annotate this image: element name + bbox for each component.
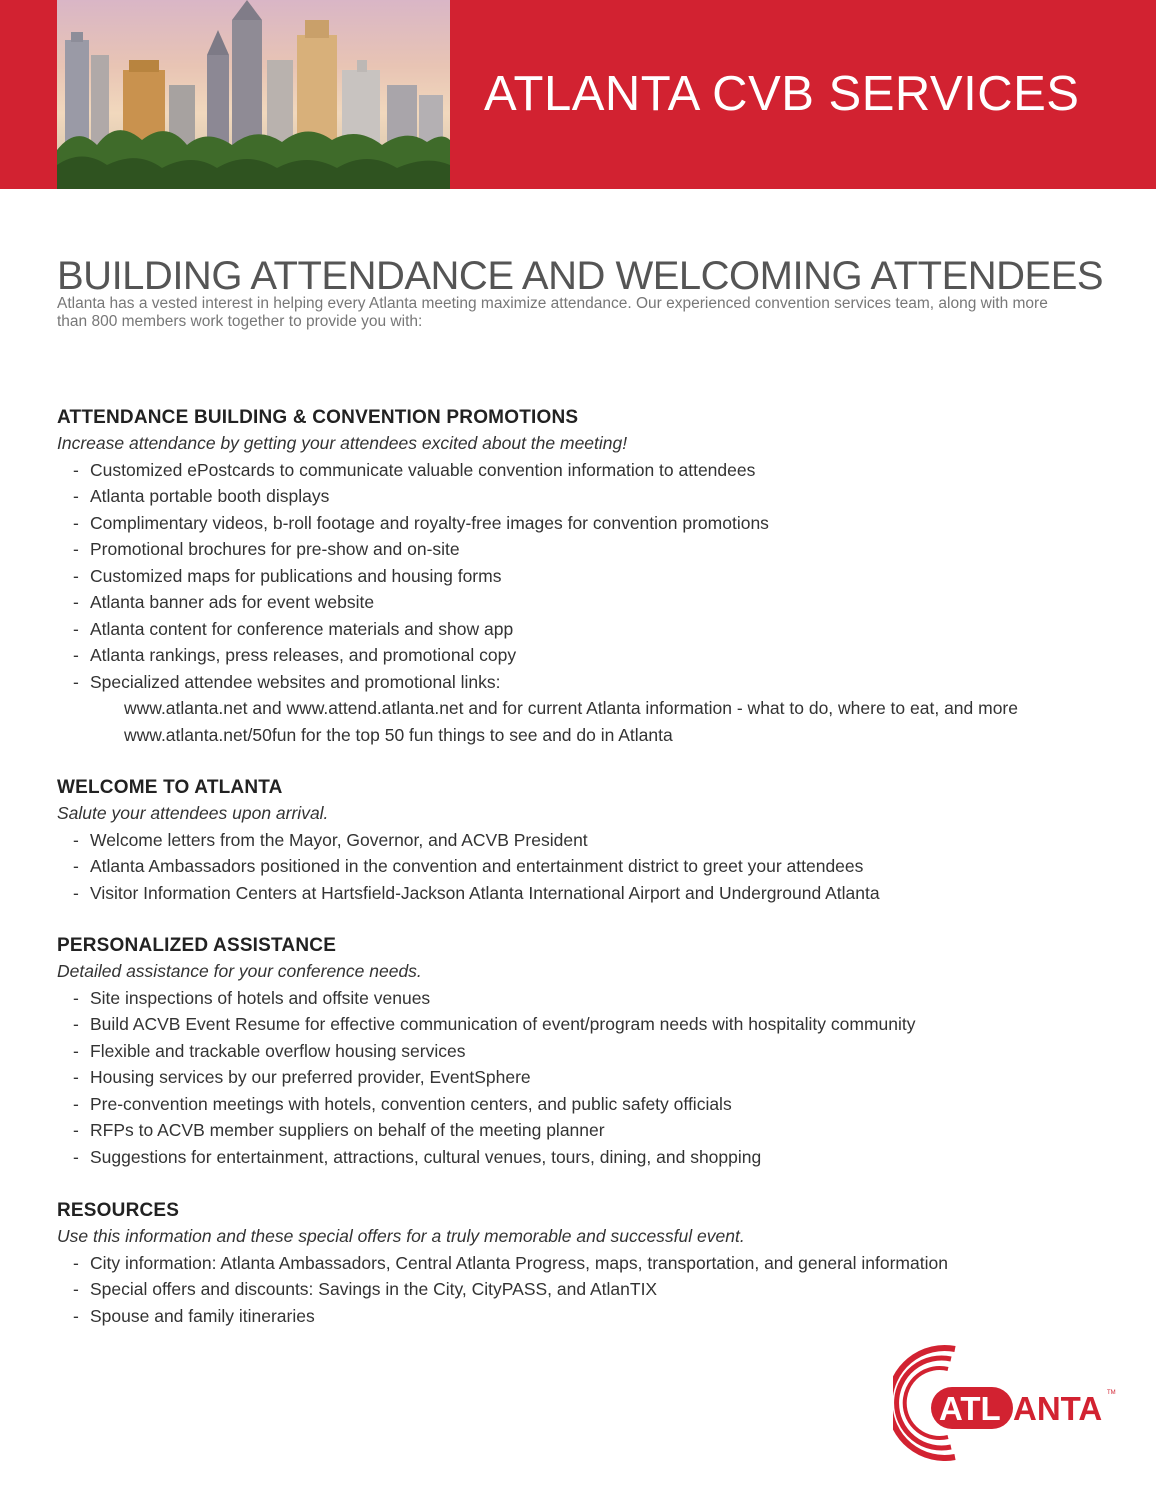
- section-subtitle: Detailed assistance for your conference needs.: [57, 961, 422, 981]
- list-item: - Site inspections of hotels and offsite venues: [57, 985, 1117, 1012]
- list-item: - Special offers and discounts: Savings in the City, CityPASS, and AtlanTIX: [57, 1276, 1117, 1303]
- list-item: - Atlanta banner ads for event website: [57, 589, 1117, 616]
- bullet-list: [57, 457, 1117, 696]
- list-item: - Flexible and trackable overflow housing services: [57, 1038, 1117, 1065]
- list-item: - Build ACVB Event Resume for effective communication of event/program needs with hospitality community: [57, 1011, 1117, 1038]
- page-title: BUILDING ATTENDANCE AND WELCOMING ATTENDEES: [57, 254, 1104, 298]
- atlanta-logo: [893, 1341, 1123, 1461]
- list-item: - Atlanta portable booth displays: [57, 483, 1117, 510]
- link-line-50fun: www.atlanta.net/50fun for the top 50 fun things to see and do in Atlanta: [124, 724, 673, 745]
- list-item: - Atlanta Ambassadors positioned in the convention and entertainment district to greet your attendees: [57, 853, 1117, 880]
- list-item: - Spouse and family itineraries: [57, 1303, 1117, 1330]
- section-subtitle: Salute your attendees upon arrival.: [57, 803, 329, 823]
- list-item: - Visitor Information Centers at Hartsfield-Jackson Atlanta International Airport and Underground Atlanta: [57, 880, 1117, 907]
- list-item: - Complimentary videos, b-roll footage and royalty-free images for convention promotions: [57, 510, 1117, 537]
- section-title: ATTENDANCE BUILDING & CONVENTION PROMOTIONS: [57, 407, 579, 428]
- list-item: - Customized ePostcards to communicate valuable convention information to attendees: [57, 457, 1117, 484]
- list-item: - Customized maps for publications and housing forms: [57, 563, 1117, 590]
- list-item: - Welcome letters from the Mayor, Governor, and ACVB President: [57, 827, 1117, 854]
- list-item: - Suggestions for entertainment, attractions, cultural venues, tours, dining, and shopping: [57, 1144, 1117, 1171]
- list-item: - Specialized attendee websites and promotional links:: [57, 669, 1117, 696]
- section-title: PERSONALIZED ASSISTANCE: [57, 935, 337, 956]
- bullet-list: [57, 827, 1117, 907]
- bullet-list: [57, 985, 1117, 1171]
- section-title: WELCOME TO ATLANTA: [57, 777, 283, 798]
- section-attendance-building: [57, 406, 1117, 748]
- list-item: - RFPs to ACVB member suppliers on behalf of the meeting planner: [57, 1117, 1117, 1144]
- header-title: ATLANTA CVB SERVICES: [484, 67, 1080, 121]
- logo-text-right: ANTA: [1013, 1390, 1103, 1427]
- bullet-list: [57, 1250, 1117, 1330]
- section-subtitle: Use this information and these special offers for a truly memorable and successful event.: [57, 1226, 745, 1246]
- link-line-atlanta-net: www.atlanta.net and www.attend.atlanta.net and for current Atlanta information - what to do, where to eat, and more: [124, 698, 1018, 718]
- skyline-photo: [57, 0, 450, 189]
- intro-paragraph: Atlanta has a vested interest in helping every Atlanta meeting maximize attendance. Our experienced convention services team, along with more than 800 members work together to provide you with:: [57, 295, 1048, 330]
- list-item: - Atlanta rankings, press releases, and promotional copy: [57, 642, 1117, 669]
- section-welcome: [57, 776, 1117, 906]
- section-resources: [57, 1199, 1117, 1329]
- logo-tm: TM: [1107, 1390, 1116, 1396]
- list-item: - Promotional brochures for pre-show and on-site: [57, 536, 1117, 563]
- section-personalized-assistance: [57, 934, 1117, 1170]
- list-item: - City information: Atlanta Ambassadors, Central Atlanta Progress, maps, transportation, and general information: [57, 1250, 1117, 1277]
- list-item: - Atlanta content for conference materials and show app: [57, 616, 1117, 643]
- section-subtitle: Increase attendance by getting your attendees excited about the meeting!: [57, 433, 628, 453]
- logo-text-left: ATL: [939, 1390, 1001, 1427]
- section-title: RESOURCES: [57, 1200, 180, 1221]
- list-item: - Pre-convention meetings with hotels, convention centers, and public safety officials: [57, 1091, 1117, 1118]
- list-item: - Housing services by our preferred provider, EventSphere: [57, 1064, 1117, 1091]
